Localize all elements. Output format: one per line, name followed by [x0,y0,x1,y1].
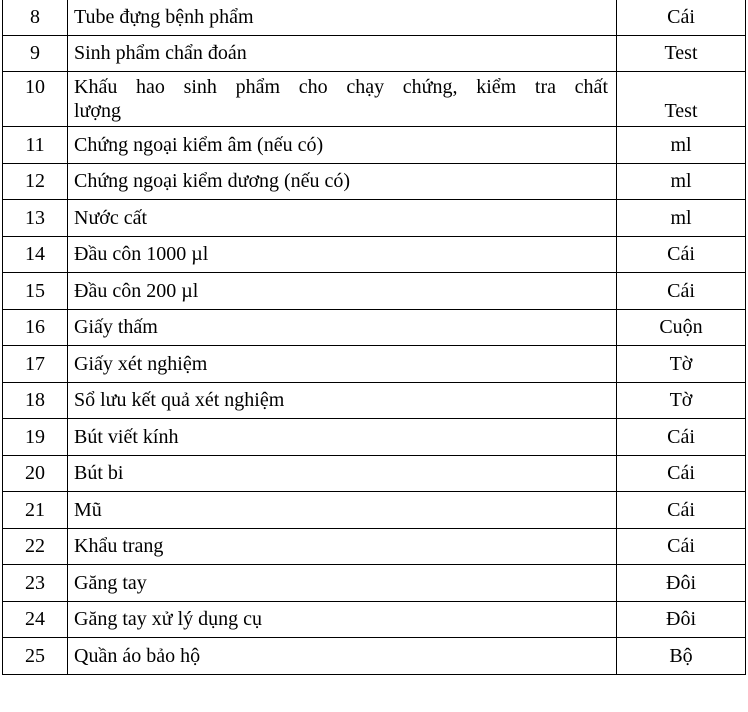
item-name: Giấy thấm [68,309,617,346]
item-unit: Test [617,35,746,72]
item-unit: Tờ [617,346,746,383]
item-name: Khẩu trang [68,528,617,565]
table-row [3,72,746,127]
item-name: Sổ lưu kết quả xét nghiệm [68,382,617,419]
item-unit: Tờ [617,382,746,419]
item-unit: Cái [617,236,746,273]
item-name: Quần áo bảo hộ [68,638,617,675]
table-row [3,492,746,529]
item-unit: Cái [617,528,746,565]
row-number: 8 [3,0,68,35]
item-name-line-1: Khấu hao sinh phẩm cho chạy chứng, kiểm tra chất [74,76,608,98]
item-name: Đầu côn 200 µl [68,273,617,310]
item-unit: Cái [617,273,746,310]
row-number: 24 [3,601,68,638]
row-number: 25 [3,638,68,675]
row-number: 18 [3,382,68,419]
item-name: Chứng ngoại kiểm âm (nếu có) [68,127,617,164]
item-name: Nước cất [68,200,617,237]
item-name: Găng tay xử lý dụng cụ [68,601,617,638]
table-row [3,163,746,200]
item-name: Đầu côn 1000 µl [68,236,617,273]
table-row [3,528,746,565]
table-row [3,565,746,602]
row-number: 9 [3,35,68,72]
item-unit: ml [617,127,746,164]
row-number: 19 [3,419,68,456]
item-name: Găng tay [68,565,617,602]
row-number: 13 [3,200,68,237]
item-unit: Bộ [617,638,746,675]
table-row [3,419,746,456]
item-unit: Test [617,72,746,127]
table-row [3,0,746,35]
table-row [3,236,746,273]
item-name: Mũ [68,492,617,529]
row-number: 17 [3,346,68,383]
table-row [3,127,746,164]
item-unit: Cuộn [617,309,746,346]
item-unit: Cái [617,419,746,456]
row-number: 23 [3,565,68,602]
row-number: 20 [3,455,68,492]
item-unit: Đôi [617,601,746,638]
item-name: Bút bi [68,455,617,492]
item-unit: Cái [617,455,746,492]
table-row [3,638,746,675]
item-unit: Đôi [617,565,746,602]
table-row [3,309,746,346]
table-row [3,200,746,237]
row-number: 15 [3,273,68,310]
table-row [3,346,746,383]
item-unit: Cái [617,0,746,35]
table-row [3,382,746,419]
item-unit: ml [617,200,746,237]
table-row [3,455,746,492]
item-name: Chứng ngoại kiểm dương (nếu có) [68,163,617,200]
item-name: Giấy xét nghiệm [68,346,617,383]
table-row [3,35,746,72]
row-number: 21 [3,492,68,529]
row-number: 16 [3,309,68,346]
table-row [3,273,746,310]
row-number: 10 [3,72,68,127]
item-unit: Cái [617,492,746,529]
row-number: 11 [3,127,68,164]
item-name-line-2: lượng [74,100,121,122]
row-number: 12 [3,163,68,200]
row-number: 14 [3,236,68,273]
item-name [68,72,617,127]
table-row [3,601,746,638]
item-name: Tube đựng bệnh phẩm [68,0,617,35]
item-name: Bút viết kính [68,419,617,456]
item-unit: ml [617,163,746,200]
item-name: Sinh phẩm chẩn đoán [68,35,617,72]
supplies-table [2,0,746,675]
row-number: 22 [3,528,68,565]
